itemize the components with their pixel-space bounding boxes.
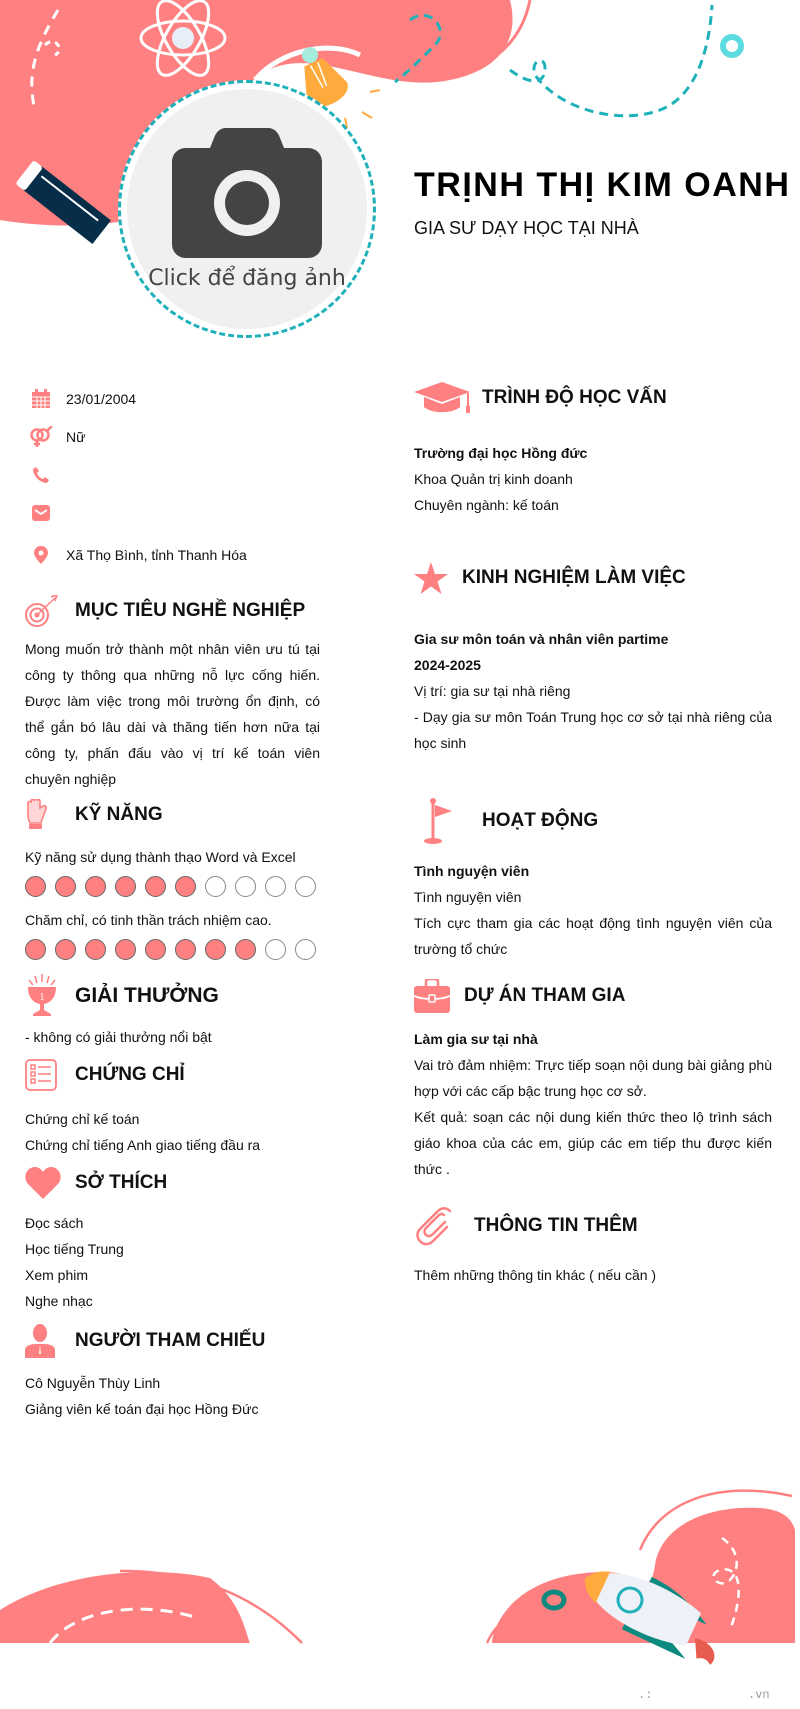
activity-description: Tích cực tham gia các hoạt động tình nguyện viên của trường tổ chức xyxy=(414,915,772,957)
skill-rating xyxy=(25,876,320,897)
rating-dot-empty xyxy=(265,939,286,960)
target-icon xyxy=(25,592,75,630)
skills-header xyxy=(25,796,320,834)
education-school: Trường đại học Hồng đức xyxy=(414,445,588,461)
rating-dot-empty xyxy=(235,876,256,897)
watermark-left: .: xyxy=(638,1688,653,1702)
award-item: - không có giải thưởng nổi bật xyxy=(25,1029,212,1045)
certificates-header xyxy=(25,1056,320,1094)
hobbies-header xyxy=(25,1164,320,1202)
star-icon xyxy=(414,562,462,594)
rating-dot-empty xyxy=(295,876,316,897)
skill-label: Kỹ năng sử dụng thành thạo Word và Excel xyxy=(25,849,296,865)
awards-header xyxy=(25,974,320,1018)
rating-dot-filled xyxy=(25,939,46,960)
rating-dot-filled xyxy=(115,939,136,960)
activities-title: HOẠT ĐỘNG xyxy=(482,810,599,831)
activity-name: Tình nguyện viên xyxy=(414,863,530,879)
briefcase-icon xyxy=(414,979,464,1013)
skill-label: Chăm chỉ, có tinh thần trách nhiệm cao. xyxy=(25,912,272,928)
education-title: TRÌNH ĐỘ HỌC VẤN xyxy=(482,387,667,408)
birthday-value: 23/01/2004 xyxy=(66,391,137,407)
experience-header xyxy=(414,556,772,600)
rating-dot-filled xyxy=(145,939,166,960)
job-title: GIA SƯ DẠY HỌC TẠI NHÀ xyxy=(414,218,639,238)
skill-rating xyxy=(25,939,320,960)
additional-info-text: Thêm những thông tin khác ( nếu cần ) xyxy=(414,1267,657,1283)
rating-dot-filled xyxy=(175,876,196,897)
rating-dot-filled xyxy=(115,876,136,897)
hobby-item: Nghe nhạc xyxy=(25,1293,93,1309)
projects-header xyxy=(414,974,772,1018)
gender-icon xyxy=(21,426,61,448)
reference-name: Cô Nguyễn Thùy Linh xyxy=(25,1375,161,1391)
experience-position: Vị trí: gia sư tại nhà riêng xyxy=(414,683,571,699)
rating-dot-filled xyxy=(235,939,256,960)
experience-role: Gia sư môn toán và nhân viên partime xyxy=(414,631,669,647)
trophy-icon xyxy=(25,974,75,1018)
address-value: Xã Thọ Bình, tỉnh Thanh Hóa xyxy=(66,547,247,563)
heart-icon xyxy=(25,1164,75,1202)
reference-detail: Giảng viên kế toán đại học Hồng Đức xyxy=(25,1401,259,1417)
contact-gender xyxy=(25,418,320,456)
contact-address xyxy=(25,536,320,574)
activity-role: Tình nguyện viên xyxy=(414,889,522,905)
rating-dot-filled xyxy=(145,876,166,897)
rating-dot-empty xyxy=(295,939,316,960)
rating-dot-filled xyxy=(175,939,196,960)
certificate-item: Chứng chỉ kế toán xyxy=(25,1111,140,1127)
gender-value: Nữ xyxy=(66,429,86,445)
avatar-placeholder xyxy=(127,89,367,329)
calendar-icon xyxy=(21,389,61,409)
watermark-right: .vn xyxy=(748,1688,770,1702)
right-column xyxy=(414,376,772,1288)
career-objective-title: MỤC TIÊU NGHỀ NGHIỆP xyxy=(75,600,306,621)
footer-decoration xyxy=(0,1460,800,1690)
references-title: NGƯỜI THAM CHIẾU xyxy=(75,1330,266,1351)
career-objective-header xyxy=(25,592,320,630)
references-header xyxy=(25,1322,320,1360)
additional-info-title: THÔNG TIN THÊM xyxy=(474,1215,638,1236)
education-header xyxy=(414,376,772,420)
paperclip-icon xyxy=(414,1205,474,1247)
activities-header xyxy=(414,796,772,846)
experience-description: - Dạy gia sư môn Toán Trung học cơ sở tại nhà riêng của học sinh xyxy=(414,709,772,751)
rating-dot-empty xyxy=(205,876,226,897)
rating-dot-filled xyxy=(55,876,76,897)
hobby-item: Đọc sách xyxy=(25,1215,84,1231)
flag-icon xyxy=(414,798,482,844)
rating-dot-filled xyxy=(85,939,106,960)
project-name: Làm gia sư tại nhà xyxy=(414,1031,538,1047)
checklist-icon xyxy=(25,1056,75,1094)
location-pin-icon xyxy=(21,546,61,564)
hobbies-title: SỞ THÍCH xyxy=(75,1172,168,1193)
person-icon xyxy=(25,1322,75,1360)
rating-dot-filled xyxy=(25,876,46,897)
additional-info-header xyxy=(414,1202,772,1250)
svg-text:1: 1 xyxy=(39,992,45,1003)
avatar-upload[interactable] xyxy=(118,80,376,338)
awards-title: GIẢI THƯỞNG xyxy=(75,984,219,1007)
hand-icon xyxy=(25,796,75,834)
camera-icon xyxy=(172,128,322,258)
certificates-title: CHỨNG CHỈ xyxy=(75,1064,185,1085)
skills-title: KỸ NĂNG xyxy=(75,804,163,825)
avatar-label: Click để đăng ảnh xyxy=(148,265,346,291)
education-faculty: Khoa Quản trị kinh doanh xyxy=(414,471,573,487)
hobby-item: Xem phim xyxy=(25,1267,89,1283)
hobby-item: Học tiếng Trung xyxy=(25,1241,124,1257)
contact-email xyxy=(25,494,320,532)
projects-title: DỰ ÁN THAM GIA xyxy=(464,985,626,1006)
contact-birthday xyxy=(25,380,320,418)
phone-icon xyxy=(21,466,61,484)
certificate-item: Chứng chỉ tiếng Anh giao tiếng đầu ra xyxy=(25,1137,261,1153)
project-role: Vai trò đảm nhiệm: Trực tiếp soạn nội dung bài giảng phù hợp với các cấp bậc trung học cơ sở. xyxy=(414,1057,772,1099)
rating-dot-filled xyxy=(85,876,106,897)
experience-title: KINH NGHIỆM LÀM VIỆC xyxy=(462,567,686,588)
career-objective-text: Mong muốn trở thành một nhân viên ưu tú tại công ty thông qua những nỗ lực cống hiến. Được làm việc trong môi trường ổn định, có thể gắn bó lâu dài và thăng tiến hơn nữa tại công ty, phấn đấu vào vị trí kế toán viên chuyên nghiệp xyxy=(25,641,320,787)
graduation-cap-icon xyxy=(414,382,482,414)
email-icon xyxy=(21,505,61,521)
education-major: Chuyên ngành: kế toán xyxy=(414,497,559,513)
rating-dot-empty xyxy=(265,876,286,897)
experience-period: 2024-2025 xyxy=(414,657,481,673)
rating-dot-filled xyxy=(55,939,76,960)
candidate-name: TRỊNH THỊ KIM OANH xyxy=(414,166,791,204)
contact-phone xyxy=(25,456,320,494)
left-column xyxy=(25,380,320,1422)
project-result: Kết quả: soạn các nội dung kiến thức theo lộ trình sách giáo khoa của các em, giúp các em tiếp thu được kiến thức . xyxy=(414,1109,772,1177)
rating-dot-filled xyxy=(205,939,226,960)
